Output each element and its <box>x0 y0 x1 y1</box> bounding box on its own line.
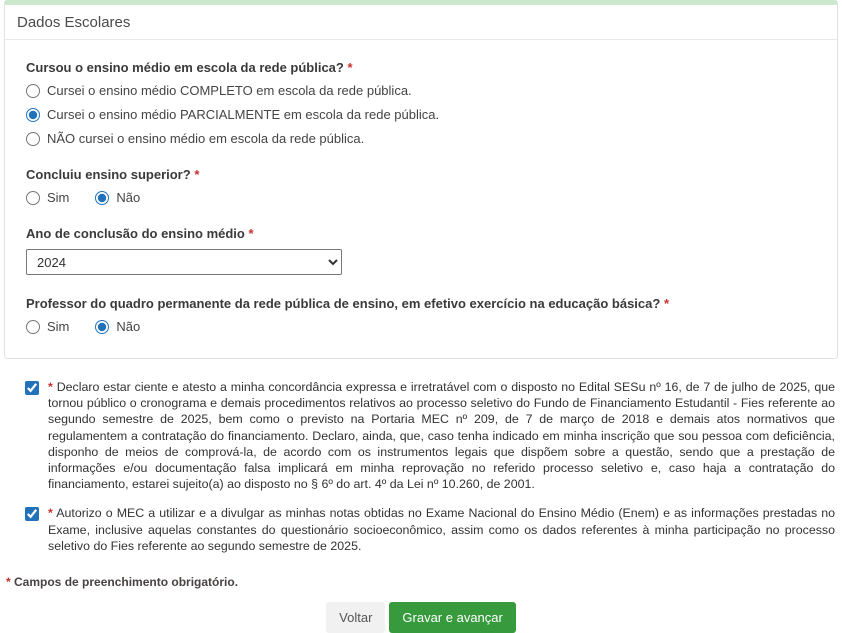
radio-nao[interactable] <box>95 191 109 205</box>
radio-sim[interactable] <box>26 191 40 205</box>
declaration-body: Declaro estar ciente e atesto a minha concordância expressa e irretratável com o disposto no Edital SESu nº 16, de 7 de julho de 2025, que tornou público o cronograma e demais procedimentos relativos ao processo seletivo do Fundo de Financiamento Estudantil - Fies referente ao segundo semestre de 2025, bem como o previsto na Portaria MEC nº 209, de 7 de março de 2018 e demais atos normativos que regulamentem a contratação do financiamento. Declaro, ainda, que, caso tenha indicado em minha inscrição que sou pessoa com deficiência, disponho de meios de comprová-la, de acordo com os instrumentos legais que dispõem sobre a questão, sendo que a prestação de informações e/ou documentação falsa implicará em minha reprovação no referido processo seletivo e, caso haja a contratação do financiamento, estarei sujeito(a) ao disposto no § 6º do art. 4º da Lei nº 10.260, de 2001. <box>48 380 835 492</box>
required-fields-note-text: Campos de preenchimento obrigatório. <box>14 575 239 590</box>
radio-option-parcialmente[interactable] <box>26 107 817 122</box>
required-asterisk: * <box>194 167 200 182</box>
radio-option-nao[interactable] <box>95 319 140 334</box>
declaration-text <box>48 379 835 492</box>
back-button[interactable]: Voltar <box>326 602 385 633</box>
question-label-text: Cursou o ensino médio em escola da rede pública? <box>26 60 344 75</box>
panel-body <box>5 40 837 358</box>
required-fields-note <box>6 575 842 589</box>
question-teacher <box>26 296 817 334</box>
radio-sim[interactable] <box>26 320 40 334</box>
declaration-edital-checkbox[interactable] <box>25 381 39 395</box>
radio-completo[interactable] <box>26 84 40 98</box>
required-asterisk: * <box>48 506 53 521</box>
radio-nao-cursei[interactable] <box>26 132 40 146</box>
radio-label: Não <box>116 190 141 205</box>
question-label-text: Ano de conclusão do ensino médio <box>26 226 245 241</box>
required-asterisk: * <box>663 296 670 311</box>
radio-label: Sim <box>47 190 70 205</box>
radio-label: Cursei o ensino médio COMPLETO em escola da rede pública. <box>47 83 412 98</box>
required-asterisk: * <box>248 226 254 241</box>
declarations-section <box>25 379 835 554</box>
radio-option-sim[interactable] <box>26 319 69 334</box>
declaration-enem <box>25 505 835 554</box>
required-asterisk: * <box>6 575 11 590</box>
radio-option-sim[interactable] <box>26 190 69 205</box>
radio-label: Sim <box>47 319 70 334</box>
required-asterisk: * <box>48 380 53 394</box>
declaration-body: Autorizo o MEC a utilizar e a divulgar as minhas notas obtidas no Exame Nacional do Ensino Médio (Enem) e as informações prestadas no Exame, inclusive aquelas constantes do questionário socioeconômico, assim como os dados referentes à minha participação no processo seletivo do Fies referente ao segundo semestre de 2025. <box>48 506 835 553</box>
radio-option-nao-cursei[interactable] <box>26 131 817 146</box>
question-public-school <box>26 60 817 146</box>
declaration-text <box>48 505 835 554</box>
radio-label: NÃO cursei o ensino médio em escola da rede pública. <box>47 131 365 146</box>
save-and-advance-button[interactable]: Gravar e avançar <box>389 602 515 633</box>
question-label <box>26 226 817 241</box>
radio-option-nao[interactable] <box>95 190 140 205</box>
radio-option-completo[interactable] <box>26 83 817 98</box>
question-label-text: Professor do quadro permanente da rede pública de ensino, em efetivo exercício na educação básica? <box>26 296 661 311</box>
radio-label: Não <box>116 319 141 334</box>
required-asterisk: * <box>347 60 353 75</box>
question-label <box>26 167 817 182</box>
radio-parcialmente[interactable] <box>26 108 40 122</box>
radio-label: Cursei o ensino médio PARCIALMENTE em escola da rede pública. <box>47 107 440 122</box>
question-conclusion-year <box>26 226 817 275</box>
question-label-text: Concluiu ensino superior? <box>26 167 191 182</box>
year-select[interactable] <box>26 249 342 275</box>
radio-nao[interactable] <box>95 320 109 334</box>
panel-title: Dados Escolares <box>5 5 837 40</box>
question-label <box>26 60 817 75</box>
question-label <box>26 296 817 311</box>
declaration-enem-checkbox[interactable] <box>25 507 39 521</box>
form-actions <box>0 602 842 633</box>
dados-escolares-panel <box>4 0 838 359</box>
declaration-edital <box>25 379 835 492</box>
question-higher-education <box>26 167 817 205</box>
